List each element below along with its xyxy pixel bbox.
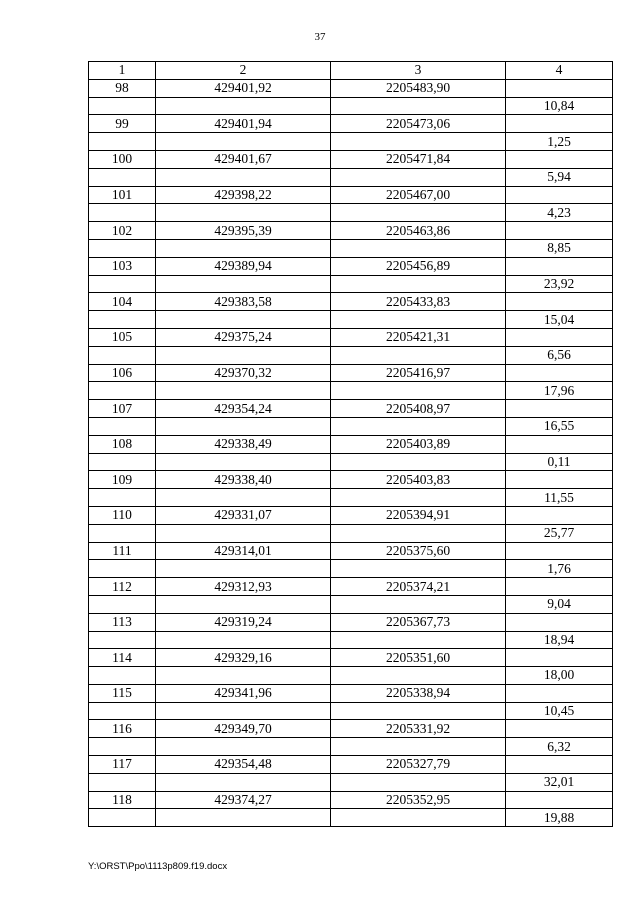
table-cell: 429395,39 (156, 222, 331, 240)
table-cell (156, 809, 331, 827)
table-cell (506, 791, 613, 809)
table-cell (331, 595, 506, 613)
table-cell: 429349,70 (156, 720, 331, 738)
table-cell (89, 702, 156, 720)
table-row (89, 613, 613, 631)
table-cell: 100 (89, 150, 156, 168)
table-cell: 2205416,97 (331, 364, 506, 382)
table-cell: 109 (89, 471, 156, 489)
table-cell: 108 (89, 435, 156, 453)
table-cell: 25,77 (506, 524, 613, 542)
table-cell (331, 560, 506, 578)
table-cell (506, 115, 613, 133)
table-cell (89, 311, 156, 329)
table-cell: 1,76 (506, 560, 613, 578)
page-number: 37 (314, 31, 326, 43)
table-cell: 6,32 (506, 738, 613, 756)
table-cell: 429401,92 (156, 79, 331, 97)
coordinates-table (88, 61, 613, 827)
table-cell (89, 204, 156, 222)
table-row (89, 293, 613, 311)
table-cell (331, 631, 506, 649)
table-cell: 105 (89, 328, 156, 346)
table-cell: 429319,24 (156, 613, 331, 631)
table-cell: 18,00 (506, 667, 613, 685)
table-cell (506, 186, 613, 204)
table-cell: 429375,24 (156, 328, 331, 346)
table-cell: 5,94 (506, 168, 613, 186)
table-cell: 0,11 (506, 453, 613, 471)
table-header-row (89, 62, 613, 80)
table-cell (506, 756, 613, 774)
table-cell (89, 168, 156, 186)
table-cell (506, 613, 613, 631)
table-cell (89, 239, 156, 257)
table-cell: 2205421,31 (331, 328, 506, 346)
table-cell (89, 773, 156, 791)
table-cell (89, 809, 156, 827)
table-cell (89, 97, 156, 115)
table-cell (331, 346, 506, 364)
table-cell (331, 133, 506, 151)
table-cell (156, 773, 331, 791)
table-cell: 429383,58 (156, 293, 331, 311)
table-cell: 2205327,79 (331, 756, 506, 774)
table-cell (156, 239, 331, 257)
column-header: 3 (331, 62, 506, 80)
table-cell (156, 453, 331, 471)
table-cell (89, 346, 156, 364)
table-body (89, 79, 613, 826)
table-cell: 19,88 (506, 809, 613, 827)
table-cell: 102 (89, 222, 156, 240)
table-cell (156, 489, 331, 507)
table-cell: 114 (89, 649, 156, 667)
table-row (89, 773, 613, 791)
table-cell: 429389,94 (156, 257, 331, 275)
table-cell (331, 382, 506, 400)
table-cell: 429401,94 (156, 115, 331, 133)
table-cell (331, 809, 506, 827)
table-row (89, 417, 613, 435)
table-cell (506, 720, 613, 738)
table-cell (331, 204, 506, 222)
table-cell: 32,01 (506, 773, 613, 791)
table-cell (89, 595, 156, 613)
table-cell: 6,56 (506, 346, 613, 364)
table-cell: 429370,32 (156, 364, 331, 382)
table-cell (331, 453, 506, 471)
table-cell (156, 204, 331, 222)
table-row (89, 702, 613, 720)
column-header: 2 (156, 62, 331, 80)
table-row (89, 595, 613, 613)
table-cell (89, 382, 156, 400)
table-cell: 9,04 (506, 595, 613, 613)
table-cell (156, 382, 331, 400)
column-header: 1 (89, 62, 156, 80)
table-cell: 115 (89, 684, 156, 702)
table-cell: 106 (89, 364, 156, 382)
table-cell (156, 417, 331, 435)
table-cell: 1,25 (506, 133, 613, 151)
table-cell: 11,55 (506, 489, 613, 507)
table-cell (156, 631, 331, 649)
table-cell: 98 (89, 79, 156, 97)
table-row (89, 489, 613, 507)
table-cell (331, 417, 506, 435)
table-cell (331, 738, 506, 756)
table-cell: 2205467,00 (331, 186, 506, 204)
table-row (89, 311, 613, 329)
table-cell (331, 275, 506, 293)
table-row (89, 364, 613, 382)
table-cell: 118 (89, 791, 156, 809)
table-row (89, 222, 613, 240)
table-cell (506, 364, 613, 382)
table-cell: 103 (89, 257, 156, 275)
table-cell: 2205433,83 (331, 293, 506, 311)
table-cell (156, 311, 331, 329)
table-cell: 2205338,94 (331, 684, 506, 702)
table-cell (89, 489, 156, 507)
table-cell: 429314,01 (156, 542, 331, 560)
table-cell (89, 453, 156, 471)
table-cell (506, 506, 613, 524)
table-cell: 10,45 (506, 702, 613, 720)
table-cell: 429354,24 (156, 400, 331, 418)
column-header: 4 (506, 62, 613, 80)
table-row (89, 150, 613, 168)
table-cell (506, 150, 613, 168)
table-cell: 429374,27 (156, 791, 331, 809)
table-cell: 429312,93 (156, 578, 331, 596)
table-row (89, 649, 613, 667)
table-cell (506, 79, 613, 97)
table-row (89, 435, 613, 453)
table-cell (331, 311, 506, 329)
table-cell: 2205408,97 (331, 400, 506, 418)
table-row (89, 239, 613, 257)
table-cell: 116 (89, 720, 156, 738)
table-cell (156, 667, 331, 685)
table-cell (506, 649, 613, 667)
table-cell (156, 346, 331, 364)
table-cell: 429331,07 (156, 506, 331, 524)
table-row (89, 400, 613, 418)
table-cell (156, 275, 331, 293)
table-row (89, 542, 613, 560)
table-cell: 101 (89, 186, 156, 204)
table-cell (506, 435, 613, 453)
table-row (89, 346, 613, 364)
table-row (89, 79, 613, 97)
table-cell: 2205463,86 (331, 222, 506, 240)
table-cell: 2205367,73 (331, 613, 506, 631)
table-cell (89, 524, 156, 542)
table-cell (506, 222, 613, 240)
table-row (89, 684, 613, 702)
table-cell: 4,23 (506, 204, 613, 222)
table-cell (506, 471, 613, 489)
table-cell (331, 489, 506, 507)
table-cell (156, 595, 331, 613)
table-cell (331, 702, 506, 720)
table-cell: 2205375,60 (331, 542, 506, 560)
table-cell: 104 (89, 293, 156, 311)
table-cell (89, 667, 156, 685)
table-cell (506, 578, 613, 596)
table-cell: 111 (89, 542, 156, 560)
table-cell: 429341,96 (156, 684, 331, 702)
table-row (89, 275, 613, 293)
table-cell (89, 631, 156, 649)
table-row (89, 560, 613, 578)
file-path-footer: Y:\ORST\Ppo\1113p809.f19.docx (88, 861, 228, 872)
table-row (89, 204, 613, 222)
table-cell: 429401,67 (156, 150, 331, 168)
table-cell: 429338,49 (156, 435, 331, 453)
table-row (89, 756, 613, 774)
table-cell (331, 97, 506, 115)
table-cell: 2205331,92 (331, 720, 506, 738)
table-cell (89, 560, 156, 578)
table-cell: 10,84 (506, 97, 613, 115)
table-cell: 2205351,60 (331, 649, 506, 667)
table-row (89, 186, 613, 204)
table-cell (156, 560, 331, 578)
table-cell: 110 (89, 506, 156, 524)
table-row (89, 133, 613, 151)
table-cell: 2205394,91 (331, 506, 506, 524)
table-cell: 429338,40 (156, 471, 331, 489)
table-row (89, 791, 613, 809)
table-cell (331, 667, 506, 685)
table-cell: 429329,16 (156, 649, 331, 667)
table-row (89, 257, 613, 275)
table-cell (156, 133, 331, 151)
table-cell: 112 (89, 578, 156, 596)
table-cell (506, 257, 613, 275)
table-cell (506, 293, 613, 311)
table-cell: 2205473,06 (331, 115, 506, 133)
table-cell (331, 773, 506, 791)
table-cell: 2205483,90 (331, 79, 506, 97)
table-row (89, 97, 613, 115)
table-cell (156, 702, 331, 720)
table-cell (89, 275, 156, 293)
table-row (89, 382, 613, 400)
table-cell: 16,55 (506, 417, 613, 435)
table-cell: 99 (89, 115, 156, 133)
table-cell (506, 328, 613, 346)
table-cell (331, 524, 506, 542)
table-cell (156, 738, 331, 756)
table-cell (156, 168, 331, 186)
table-cell: 23,92 (506, 275, 613, 293)
table-row (89, 328, 613, 346)
table-row (89, 506, 613, 524)
table-row (89, 524, 613, 542)
table-cell: 8,85 (506, 239, 613, 257)
table-row (89, 168, 613, 186)
table-cell: 2205374,21 (331, 578, 506, 596)
table-row (89, 667, 613, 685)
table-row (89, 809, 613, 827)
table-row (89, 453, 613, 471)
table-cell (506, 684, 613, 702)
table-cell (506, 542, 613, 560)
table-cell: 107 (89, 400, 156, 418)
table-cell: 18,94 (506, 631, 613, 649)
table-cell (89, 133, 156, 151)
table-cell (506, 400, 613, 418)
table-row (89, 738, 613, 756)
table-row (89, 578, 613, 596)
table-cell: 2205403,83 (331, 471, 506, 489)
table-cell (89, 417, 156, 435)
table-row (89, 115, 613, 133)
table-row (89, 471, 613, 489)
table-cell (89, 738, 156, 756)
table-cell (331, 168, 506, 186)
table-cell (331, 239, 506, 257)
table-cell (156, 524, 331, 542)
table-cell: 113 (89, 613, 156, 631)
table-cell: 2205403,89 (331, 435, 506, 453)
table-cell (156, 97, 331, 115)
table-cell: 2205456,89 (331, 257, 506, 275)
table-cell: 2205352,95 (331, 791, 506, 809)
table-row (89, 720, 613, 738)
table-cell: 429354,48 (156, 756, 331, 774)
table-cell: 17,96 (506, 382, 613, 400)
table-cell: 2205471,84 (331, 150, 506, 168)
table-cell: 429398,22 (156, 186, 331, 204)
table-row (89, 631, 613, 649)
table-cell: 117 (89, 756, 156, 774)
table-cell: 15,04 (506, 311, 613, 329)
